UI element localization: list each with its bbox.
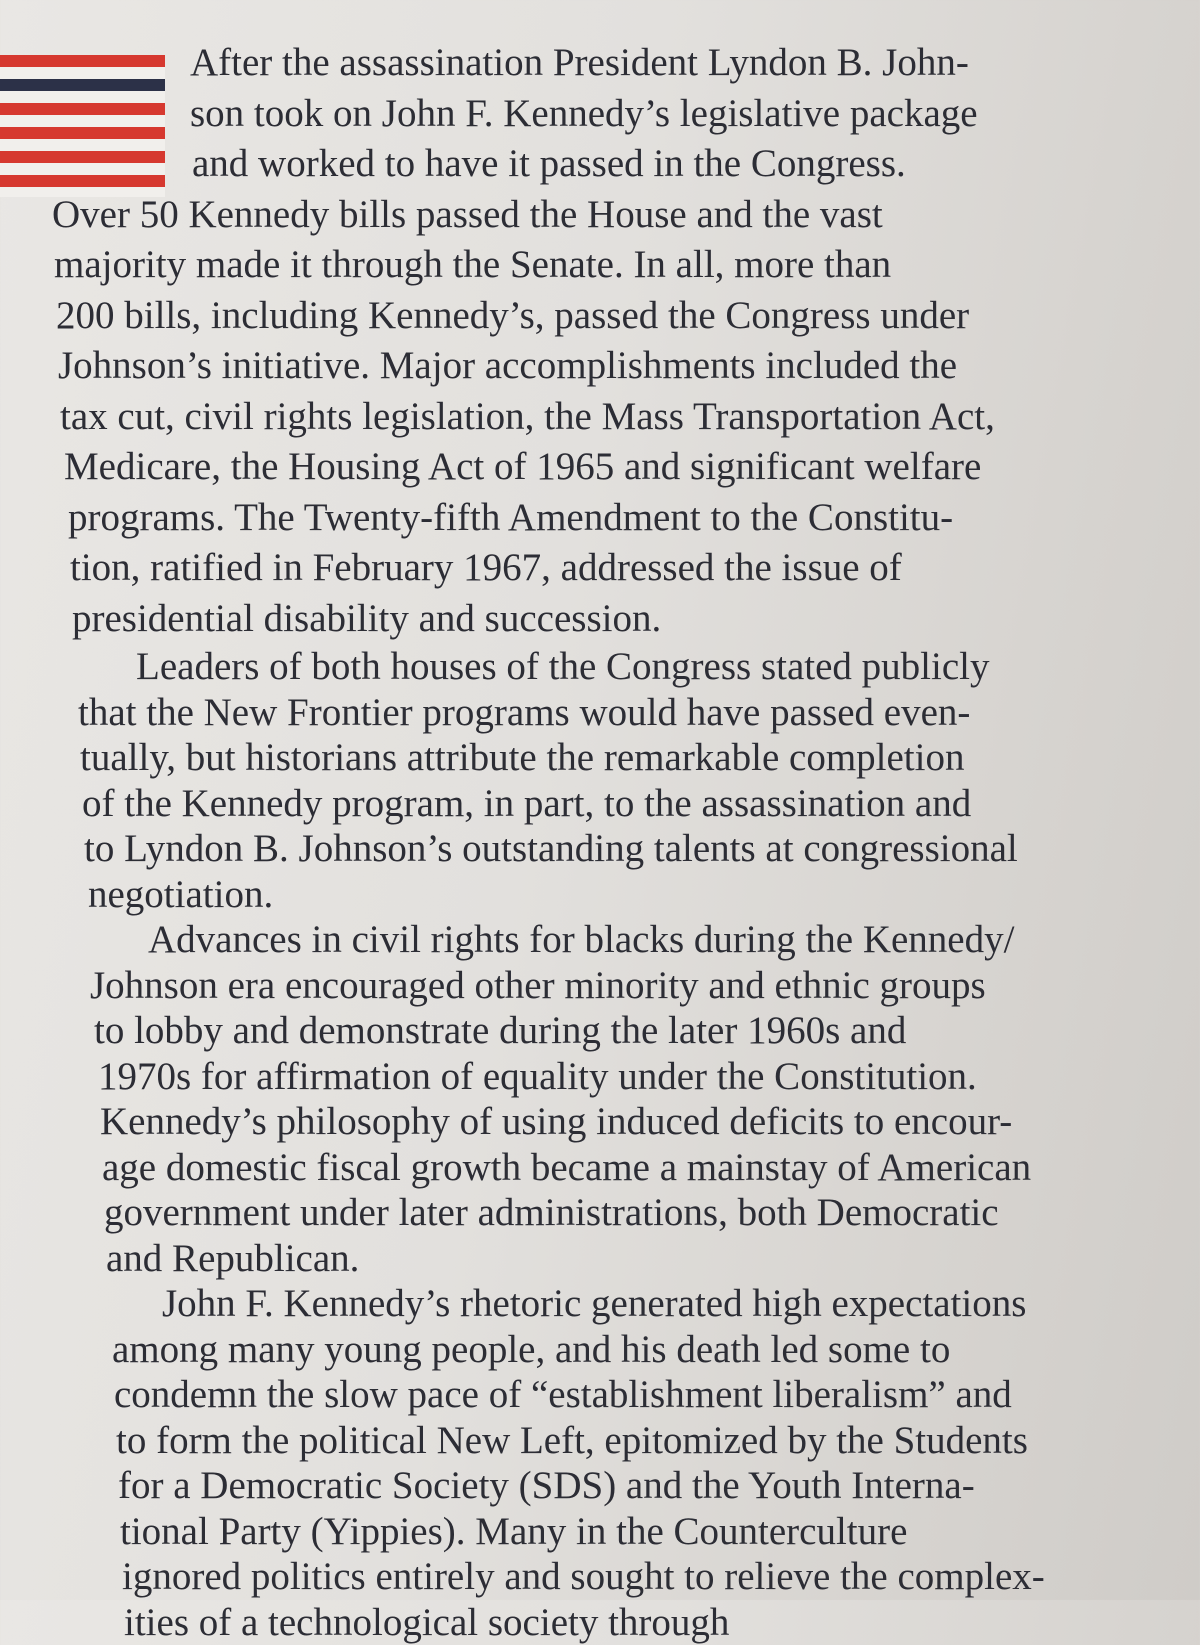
text-line: ignored politics entirely and sought to relieve the complex- [52, 1554, 1162, 1600]
text-line: presidential disability and succession. [52, 594, 1162, 645]
text-line: ities of a technological society through [52, 1600, 1162, 1645]
text-line: that the New Frontier programs would have passed even- [52, 690, 1162, 736]
text-line: Advances in civil rights for blacks during the Kennedy/ [52, 917, 1162, 963]
text-line: negotiation. [52, 872, 1162, 918]
text-line: to form the political New Left, epitomized by the Students [52, 1418, 1162, 1464]
text-line: programs. The Twenty-fifth Amendment to the Constitu- [52, 493, 1162, 544]
paragraph-3 [52, 917, 1162, 1281]
article-body [52, 38, 1162, 1645]
text-line: After the assassination President Lyndon B. John- [52, 38, 1162, 89]
text-line: of the Kennedy program, in part, to the assassination and [52, 781, 1162, 827]
text-line: government under later administrations, both Democratic [52, 1190, 1162, 1236]
text-line: Over 50 Kennedy bills passed the House and the vast [52, 190, 1162, 241]
text-line: majority made it through the Senate. In all, more than [52, 240, 1162, 291]
text-line: 200 bills, including Kennedy’s, passed the Congress under [52, 291, 1162, 342]
text-line: and Republican. [52, 1236, 1162, 1282]
text-line: among many young people, and his death led some to [52, 1327, 1162, 1373]
text-line: Leaders of both houses of the Congress stated publicly [52, 644, 1162, 690]
paragraph-1 [52, 38, 1162, 644]
text-line: John F. Kennedy’s rhetoric generated high expectations [52, 1281, 1162, 1327]
paragraph-2 [52, 644, 1162, 917]
text-line: and worked to have it passed in the Congress. [52, 139, 1162, 190]
text-line: to lobby and demonstrate during the later 1960s and [52, 1008, 1162, 1054]
paragraph-4 [52, 1281, 1162, 1645]
text-line: tional Party (Yippies). Many in the Counterculture [52, 1509, 1162, 1555]
text-line: for a Democratic Society (SDS) and the Youth Interna- [52, 1463, 1162, 1509]
text-line: Johnson’s initiative. Major accomplishments included the [52, 341, 1162, 392]
text-line: age domestic fiscal growth became a mainstay of American [52, 1145, 1162, 1191]
text-line: Medicare, the Housing Act of 1965 and significant welfare [52, 442, 1162, 493]
text-line: to Lyndon B. Johnson’s outstanding talents at congressional [52, 826, 1162, 872]
text-line: 1970s for affirmation of equality under the Constitution. [52, 1054, 1162, 1100]
text-line: tually, but historians attribute the remarkable completion [52, 735, 1162, 781]
text-line: Johnson era encouraged other minority and ethnic groups [52, 963, 1162, 1009]
text-line: tion, ratified in February 1967, addressed the issue of [52, 543, 1162, 594]
text-line: Kennedy’s philosophy of using induced deficits to encour- [52, 1099, 1162, 1145]
text-line: condemn the slow pace of “establishment liberalism” and [52, 1372, 1162, 1418]
text-line: son took on John F. Kennedy’s legislative package [52, 89, 1162, 140]
text-line: tax cut, civil rights legislation, the Mass Transportation Act, [52, 392, 1162, 443]
